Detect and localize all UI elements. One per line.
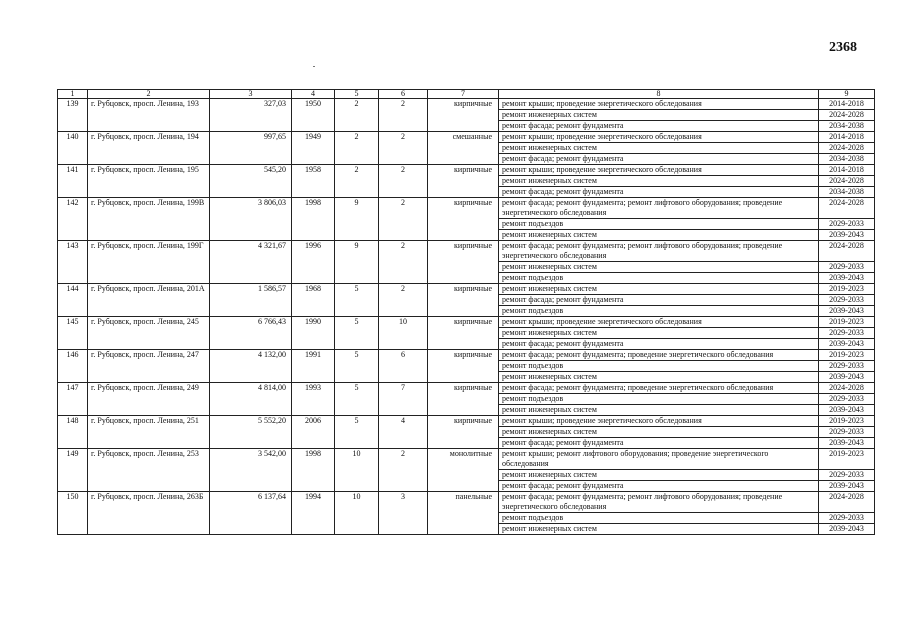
- floors-cell: 9: [335, 198, 379, 241]
- table-row: [58, 317, 875, 328]
- area-cell: 997,65: [210, 132, 292, 165]
- repair-work-cell: ремонт инженерных систем: [499, 427, 819, 438]
- entrances-cell: 6: [379, 350, 428, 383]
- table-row: [58, 99, 875, 110]
- repair-period-cell: 2029-2033: [819, 470, 875, 481]
- repair-period-cell: 2019-2023: [819, 317, 875, 328]
- year-cell: 2006: [292, 416, 335, 449]
- housing-repair-table: [57, 89, 875, 535]
- address-cell: г. Рубцовск, просп. Ленина, 263Б: [88, 492, 210, 535]
- area-cell: 545,20: [210, 165, 292, 198]
- repair-period-cell: 2019-2023: [819, 350, 875, 361]
- header-cell: 3: [210, 90, 292, 99]
- repair-work-cell: ремонт инженерных систем: [499, 524, 819, 535]
- repair-work-cell: ремонт крыши; проведение энергетического обследования: [499, 416, 819, 427]
- entrances-cell: 2: [379, 165, 428, 198]
- table-row: [58, 284, 875, 295]
- repair-work-cell: ремонт крыши; проведение энергетического обследования: [499, 317, 819, 328]
- repair-period-cell: 2039-2043: [819, 372, 875, 383]
- header-cell: 8: [499, 90, 819, 99]
- wall-material-cell: кирпичные: [428, 241, 499, 284]
- wall-material-cell: кирпичные: [428, 416, 499, 449]
- header-cell: 9: [819, 90, 875, 99]
- repair-work-cell: ремонт крыши; проведение энергетического обследования: [499, 99, 819, 110]
- entrances-cell: 2: [379, 198, 428, 241]
- row-number-cell: 143: [58, 241, 88, 284]
- year-cell: 1996: [292, 241, 335, 284]
- entrances-cell: 2: [379, 241, 428, 284]
- year-cell: 1991: [292, 350, 335, 383]
- repair-period-cell: 2039-2043: [819, 306, 875, 317]
- repair-period-cell: 2024-2028: [819, 492, 875, 513]
- entrances-cell: 4: [379, 416, 428, 449]
- page-number: 2368: [829, 40, 857, 55]
- repair-period-cell: 2024-2028: [819, 383, 875, 394]
- year-cell: 1994: [292, 492, 335, 535]
- floors-cell: 5: [335, 350, 379, 383]
- header-row: [58, 90, 875, 99]
- address-cell: г. Рубцовск, просп. Ленина, 253: [88, 449, 210, 492]
- entrances-cell: 2: [379, 99, 428, 132]
- repair-work-cell: ремонт инженерных систем: [499, 110, 819, 121]
- area-cell: 3 542,00: [210, 449, 292, 492]
- row-number-cell: 149: [58, 449, 88, 492]
- header-cell: 7: [428, 90, 499, 99]
- address-cell: г. Рубцовск, просп. Ленина, 193: [88, 99, 210, 132]
- repair-work-cell: ремонт фасада; ремонт фундамента: [499, 481, 819, 492]
- address-cell: г. Рубцовск, просп. Ленина, 194: [88, 132, 210, 165]
- repair-work-cell: ремонт инженерных систем: [499, 328, 819, 339]
- repair-work-cell: ремонт подъездов: [499, 513, 819, 524]
- repair-work-cell: ремонт инженерных систем: [499, 372, 819, 383]
- table-row: [58, 241, 875, 262]
- entrances-cell: 10: [379, 317, 428, 350]
- wall-material-cell: кирпичные: [428, 284, 499, 317]
- scan-speck: [313, 66, 315, 67]
- wall-material-cell: монолитные: [428, 449, 499, 492]
- repair-period-cell: 2039-2043: [819, 273, 875, 284]
- row-number-cell: 148: [58, 416, 88, 449]
- repair-work-cell: ремонт инженерных систем: [499, 470, 819, 481]
- wall-material-cell: кирпичные: [428, 198, 499, 241]
- area-cell: 327,03: [210, 99, 292, 132]
- address-cell: г. Рубцовск, просп. Ленина, 247: [88, 350, 210, 383]
- repair-period-cell: 2029-2033: [819, 361, 875, 372]
- area-cell: 4 814,00: [210, 383, 292, 416]
- entrances-cell: 3: [379, 492, 428, 535]
- repair-period-cell: 2019-2023: [819, 449, 875, 470]
- floors-cell: 9: [335, 241, 379, 284]
- header-cell: 5: [335, 90, 379, 99]
- repair-period-cell: 2024-2028: [819, 241, 875, 262]
- wall-material-cell: панельные: [428, 492, 499, 535]
- header-cell: 1: [58, 90, 88, 99]
- repair-period-cell: 2019-2023: [819, 284, 875, 295]
- wall-material-cell: кирпичные: [428, 317, 499, 350]
- table-row: [58, 416, 875, 427]
- row-number-cell: 142: [58, 198, 88, 241]
- repair-work-cell: ремонт инженерных систем: [499, 143, 819, 154]
- repair-work-cell: ремонт инженерных систем: [499, 405, 819, 416]
- floors-cell: 5: [335, 317, 379, 350]
- row-number-cell: 147: [58, 383, 88, 416]
- address-cell: г. Рубцовск, просп. Ленина, 249: [88, 383, 210, 416]
- repair-work-cell: ремонт фасада; ремонт фундамента: [499, 295, 819, 306]
- repair-period-cell: 2024-2028: [819, 176, 875, 187]
- repair-work-cell: ремонт фасада; ремонт фундамента; проведение энергетического обследования: [499, 350, 819, 361]
- table-row: [58, 383, 875, 394]
- table-row: [58, 449, 875, 470]
- header-cell: 6: [379, 90, 428, 99]
- wall-material-cell: кирпичные: [428, 99, 499, 132]
- floors-cell: 2: [335, 132, 379, 165]
- repair-period-cell: 2034-2038: [819, 121, 875, 132]
- repair-work-cell: ремонт фасада; ремонт фундамента: [499, 154, 819, 165]
- repair-period-cell: 2039-2043: [819, 438, 875, 449]
- repair-work-cell: ремонт инженерных систем: [499, 284, 819, 295]
- wall-material-cell: кирпичные: [428, 165, 499, 198]
- repair-work-cell: ремонт подъездов: [499, 273, 819, 284]
- table-row: [58, 198, 875, 219]
- repair-period-cell: 2029-2033: [819, 328, 875, 339]
- address-cell: г. Рубцовск, просп. Ленина, 199В: [88, 198, 210, 241]
- area-cell: 4 132,00: [210, 350, 292, 383]
- repair-period-cell: 2039-2043: [819, 339, 875, 350]
- repair-work-cell: ремонт фасада; ремонт фундамента: [499, 187, 819, 198]
- table-row: [58, 492, 875, 513]
- address-cell: г. Рубцовск, просп. Ленина, 251: [88, 416, 210, 449]
- year-cell: 1993: [292, 383, 335, 416]
- repair-period-cell: 2024-2028: [819, 143, 875, 154]
- repair-work-cell: ремонт инженерных систем: [499, 230, 819, 241]
- repair-period-cell: 2034-2038: [819, 154, 875, 165]
- area-cell: 6 137,64: [210, 492, 292, 535]
- area-cell: 3 806,03: [210, 198, 292, 241]
- repair-period-cell: 2029-2033: [819, 295, 875, 306]
- repair-work-cell: ремонт крыши; проведение энергетического обследования: [499, 165, 819, 176]
- row-number-cell: 145: [58, 317, 88, 350]
- table-row: [58, 165, 875, 176]
- row-number-cell: 140: [58, 132, 88, 165]
- repair-period-cell: 2019-2023: [819, 416, 875, 427]
- repair-work-cell: ремонт подъездов: [499, 219, 819, 230]
- repair-period-cell: 2039-2043: [819, 524, 875, 535]
- year-cell: 1958: [292, 165, 335, 198]
- table-body: [58, 99, 875, 535]
- entrances-cell: 2: [379, 449, 428, 492]
- row-number-cell: 150: [58, 492, 88, 535]
- repair-work-cell: ремонт инженерных систем: [499, 176, 819, 187]
- repair-work-cell: ремонт подъездов: [499, 394, 819, 405]
- row-number-cell: 141: [58, 165, 88, 198]
- repair-period-cell: 2024-2028: [819, 110, 875, 121]
- address-cell: г. Рубцовск, просп. Ленина, 245: [88, 317, 210, 350]
- repair-work-cell: ремонт инженерных систем: [499, 262, 819, 273]
- repair-work-cell: ремонт фасада; ремонт фундамента; ремонт лифтового оборудования; проведение энергетического обследования: [499, 198, 819, 219]
- repair-period-cell: 2029-2033: [819, 262, 875, 273]
- repair-work-cell: ремонт фасада; ремонт фундамента: [499, 438, 819, 449]
- repair-work-cell: ремонт крыши; проведение энергетического обследования: [499, 132, 819, 143]
- repair-period-cell: 2039-2043: [819, 405, 875, 416]
- repair-period-cell: 2029-2033: [819, 219, 875, 230]
- address-cell: г. Рубцовск, просп. Ленина, 201А: [88, 284, 210, 317]
- year-cell: 1949: [292, 132, 335, 165]
- repair-work-cell: ремонт крыши; ремонт лифтового оборудования; проведение энергетического обследования: [499, 449, 819, 470]
- repair-period-cell: 2014-2018: [819, 165, 875, 176]
- table-row: [58, 132, 875, 143]
- year-cell: 1990: [292, 317, 335, 350]
- floors-cell: 2: [335, 99, 379, 132]
- wall-material-cell: смешанные: [428, 132, 499, 165]
- floors-cell: 2: [335, 165, 379, 198]
- year-cell: 1998: [292, 198, 335, 241]
- header-cell: 4: [292, 90, 335, 99]
- repair-work-cell: ремонт фасада; ремонт фундамента: [499, 121, 819, 132]
- floors-cell: 10: [335, 492, 379, 535]
- repair-period-cell: 2039-2043: [819, 481, 875, 492]
- repair-period-cell: 2029-2033: [819, 427, 875, 438]
- repair-period-cell: 2014-2018: [819, 132, 875, 143]
- repair-work-cell: ремонт фасада; ремонт фундамента; ремонт лифтового оборудования; проведение энергетического обследования: [499, 492, 819, 513]
- area-cell: 1 586,57: [210, 284, 292, 317]
- row-number-cell: 146: [58, 350, 88, 383]
- area-cell: 5 552,20: [210, 416, 292, 449]
- wall-material-cell: кирпичные: [428, 383, 499, 416]
- entrances-cell: 2: [379, 284, 428, 317]
- year-cell: 1998: [292, 449, 335, 492]
- floors-cell: 5: [335, 284, 379, 317]
- address-cell: г. Рубцовск, просп. Ленина, 195: [88, 165, 210, 198]
- area-cell: 4 321,67: [210, 241, 292, 284]
- repair-period-cell: 2039-2043: [819, 230, 875, 241]
- table-row: [58, 350, 875, 361]
- repair-work-cell: ремонт фасада; ремонт фундамента; ремонт лифтового оборудования; проведение энергетического обследования: [499, 241, 819, 262]
- repair-period-cell: 2024-2028: [819, 198, 875, 219]
- header-cell: 2: [88, 90, 210, 99]
- floors-cell: 5: [335, 383, 379, 416]
- entrances-cell: 7: [379, 383, 428, 416]
- repair-work-cell: ремонт подъездов: [499, 306, 819, 317]
- repair-work-cell: ремонт подъездов: [499, 361, 819, 372]
- repair-period-cell: 2029-2033: [819, 513, 875, 524]
- repair-work-cell: ремонт фасада; ремонт фундамента: [499, 339, 819, 350]
- row-number-cell: 144: [58, 284, 88, 317]
- floors-cell: 5: [335, 416, 379, 449]
- row-number-cell: 139: [58, 99, 88, 132]
- year-cell: 1968: [292, 284, 335, 317]
- address-cell: г. Рубцовск, просп. Ленина, 199Г: [88, 241, 210, 284]
- floors-cell: 10: [335, 449, 379, 492]
- repair-period-cell: 2014-2018: [819, 99, 875, 110]
- repair-period-cell: 2034-2038: [819, 187, 875, 198]
- repair-work-cell: ремонт фасада; ремонт фундамента; проведение энергетического обследования: [499, 383, 819, 394]
- wall-material-cell: кирпичные: [428, 350, 499, 383]
- area-cell: 6 766,43: [210, 317, 292, 350]
- entrances-cell: 2: [379, 132, 428, 165]
- year-cell: 1950: [292, 99, 335, 132]
- repair-period-cell: 2029-2033: [819, 394, 875, 405]
